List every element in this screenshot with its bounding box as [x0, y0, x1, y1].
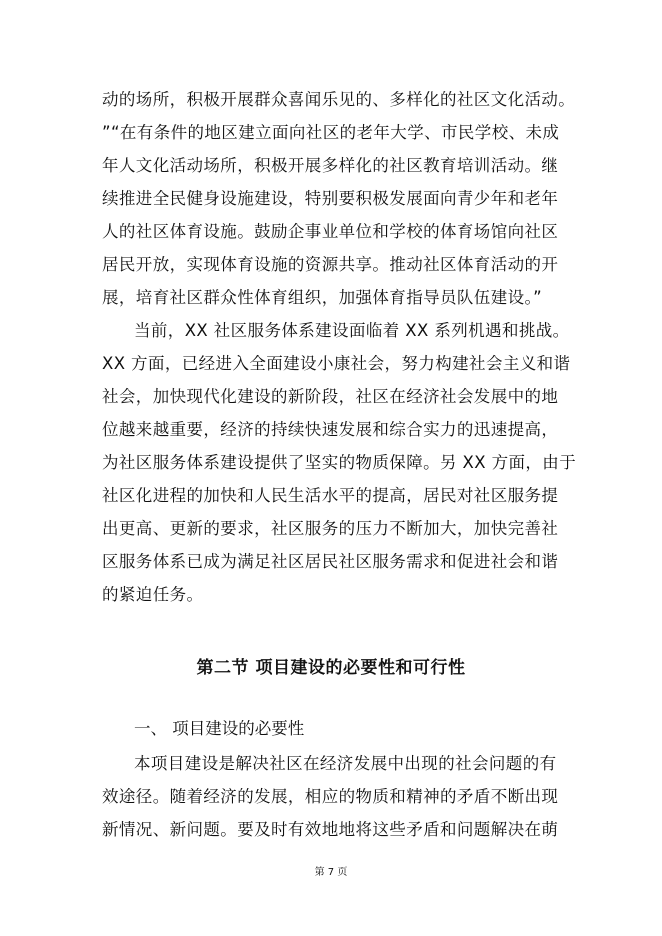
- paragraph-3-line-3: 新情况、新问题。要及时有效地地将这些矛盾和问题解决在萌: [102, 820, 559, 839]
- paragraph-1-line-6: 居民开放，实现体育设施的资源共享。推动社区体育活动的开: [102, 255, 559, 274]
- section-subtitle: 一、 项目建设的必要性: [134, 719, 305, 738]
- paragraph-1-line-4: 续推进全民健身设施建设，特别要积极发展面向青少年和老年: [102, 189, 559, 208]
- paragraph-2-line-6: 社区化进程的加快和人民生活水平的提高，居民对社区服务提: [102, 486, 559, 505]
- paragraph-2-line-7: 出更高、更新的要求，社区服务的压力不断加大，加快完善社: [102, 519, 559, 538]
- paragraph-2-line-1: 当前，XX 社区服务体系建设面临着 XX 系列机遇和挑战。: [134, 321, 570, 340]
- section-title: 第二节 项目建设的必要性和可行性: [196, 658, 466, 678]
- paragraph-1-line-3: 年人文化活动场所，积极开展多样化的社区教育培训活动。继: [102, 156, 559, 175]
- paragraph-2-line-2: XX 方面，已经进入全面建设小康社会，努力构建社会主义和谐: [102, 354, 571, 373]
- paragraph-3-line-1: 本项目建设是解决社区在经济发展中出现的社会问题的有: [134, 754, 557, 773]
- paragraph-3-line-2: 效途径。随着经济的发展，相应的物质和精神的矛盾不断出现: [102, 787, 559, 806]
- paragraph-2-line-9: 的紧迫任务。: [102, 585, 204, 604]
- paragraph-2-line-3: 社会，加快现代化建设的新阶段，社区在经济社会发展中的地: [102, 387, 559, 406]
- paragraph-2-line-8: 区服务体系已成为满足社区居民社区服务需求和促进社会和谐: [102, 552, 559, 571]
- paragraph-2-line-5: 为社区服务体系建设提供了坚实的物质保障。另 XX 方面，由于: [102, 453, 577, 472]
- paragraph-1-line-2: ”“在有条件的地区建立面向社区的老年大学、市民学校、未成: [102, 123, 560, 142]
- page-number: 第 7 页: [314, 867, 348, 878]
- paragraph-1-line-7: 展，培育社区群众性体育组织，加强体育指导员队伍建设。”: [102, 288, 543, 307]
- paragraph-2-line-4: 位越来越重要，经济的持续快速发展和综合实力的迅速提高，: [102, 420, 559, 439]
- paragraph-1-line-1: 动的场所，积极开展群众喜闻乐见的、多样化的社区文化活动。: [102, 90, 576, 109]
- paragraph-1-line-5: 人的社区体育设施。鼓励企事业单位和学校的体育场馆向社区: [102, 222, 559, 241]
